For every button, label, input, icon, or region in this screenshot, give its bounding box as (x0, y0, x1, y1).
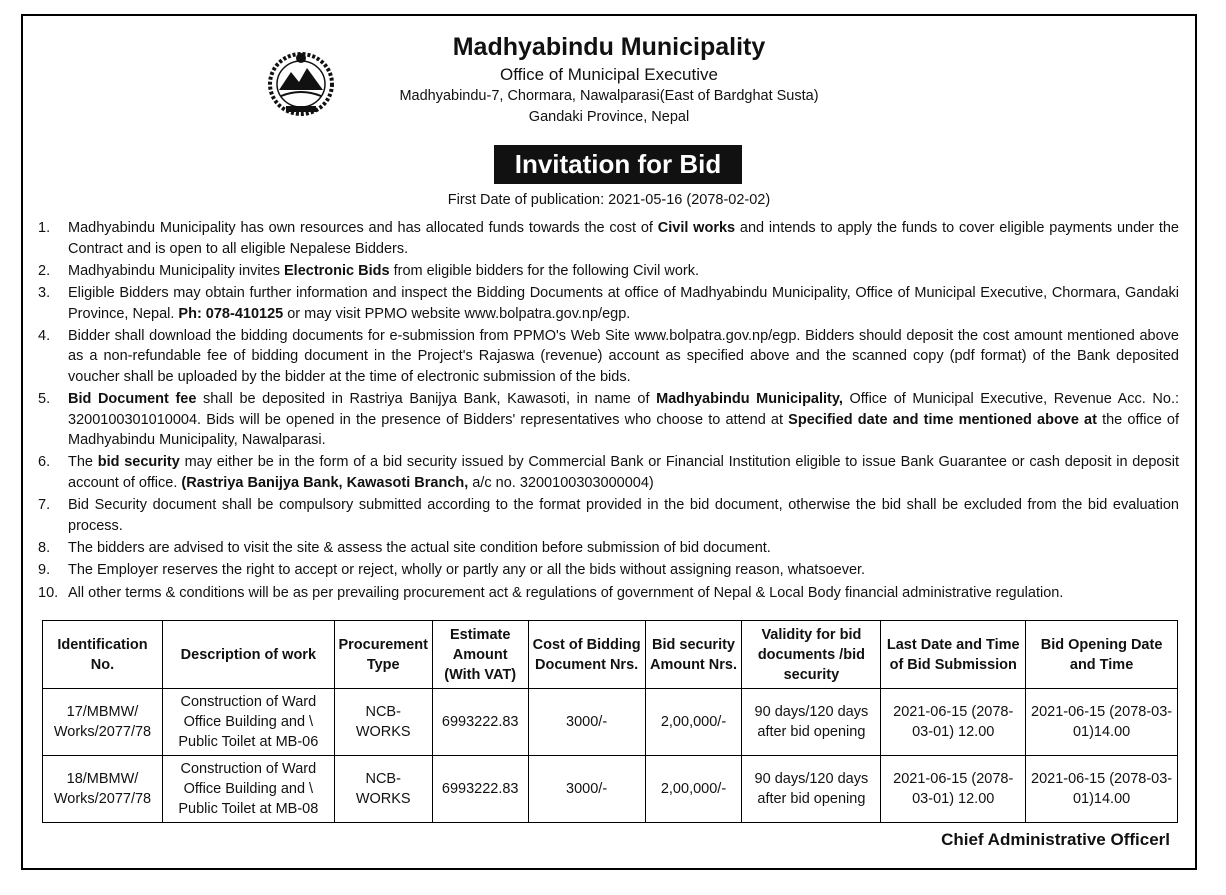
condition-text: The bidders are advised to visit the site & assess the actual site condition before submission of bid document. (68, 540, 771, 557)
notice-title: Invitation for Bid (494, 145, 742, 184)
condition-text: a/c no. 3200100303000004) (468, 474, 654, 491)
address-line-2: Gandaki Province, Nepal (528, 109, 690, 125)
condition-item (38, 283, 1179, 324)
header (23, 32, 1195, 128)
condition-number: 8. (38, 540, 51, 557)
condition-text: or may visit PPMO website www.bolpatra.gov.np/egp. (283, 305, 631, 322)
column-header: Cost of Bidding Document Nrs. (528, 621, 645, 689)
condition-item (38, 452, 1179, 493)
column-header: Procurement Type (334, 621, 432, 689)
column-header: Last Date and Time of Bid Submission (881, 621, 1026, 689)
condition-item (38, 389, 1179, 451)
condition-number: 9. (38, 562, 51, 579)
table-row (43, 756, 1178, 823)
condition-text: Bid Security document shall be compulsory submitted according to the format provided in the bid document, otherwise the bid shall be excluded from the bid evaluation process. (68, 497, 1179, 534)
column-header: Estimate Amount (With VAT) (432, 621, 528, 689)
column-header: Bid Opening Date and Time (1026, 621, 1178, 689)
condition-item (38, 218, 1179, 259)
condition-number: 5. (38, 391, 51, 408)
table-cell: 3000/- (528, 756, 645, 823)
condition-text-bold: Civil works (657, 220, 736, 236)
office-name: Office of Municipal Executive (500, 65, 718, 84)
table-cell: 2021-06-15 (2078-03-01) 12.00 (881, 756, 1026, 823)
table-cell: 3000/- (528, 689, 645, 756)
condition-number: 7. (38, 497, 51, 514)
condition-text: The (68, 454, 98, 471)
table-cell: 2021-06-15 (2078-03-01)14.00 (1026, 689, 1178, 756)
table-row (43, 689, 1178, 756)
column-header: Validity for bid documents /bid security (742, 621, 881, 689)
condition-number: 2. (38, 262, 51, 279)
condition-text-bold: Bid Document fee (68, 391, 197, 408)
table-header-row (43, 621, 1178, 689)
condition-text: the office of Madhyabindu Municipality, Nawalparasi. (68, 411, 1179, 449)
condition-text: All other terms & conditions will be as per prevailing procurement act & regulations of government of Nepal & Local Body financial administrative regulation. (68, 584, 1064, 601)
publication-date: First Date of publication: 2021-05-16 (2078-02-02) (447, 192, 771, 208)
condition-number: 4. (38, 327, 51, 344)
column-header: Bid security Amount Nrs. (645, 621, 742, 689)
condition-text: from eligible bidders for the following Civil work. (389, 262, 700, 279)
condition-number: 6. (38, 454, 51, 471)
table-cell: 2,00,000/- (645, 689, 742, 756)
conditions-list (38, 218, 1179, 605)
condition-text-bold: Electronic Bids (284, 262, 390, 279)
condition-text: and intends to apply the funds to cover eligible payments under the Contract and is open to all eligible Nepalese Bidders. (68, 220, 1179, 257)
table-cell: 2,00,000/- (645, 756, 742, 823)
condition-number: 1. (38, 220, 51, 236)
condition-text: Eligible Bidders may obtain further information and inspect the Bidding Documents at office of Madhyabindu Municipality, Office of Municipal Executive, Chormara, Gandaki Province, Nepal. (68, 285, 1179, 322)
condition-text-bold: (Rastriya Banijya Bank, Kawasoti Branch, (181, 474, 469, 491)
condition-item (38, 326, 1179, 388)
table-cell: Construction of Ward Office Building and \ Public Toilet at MB-06 (162, 689, 334, 756)
condition-text-bold: Specified date and time mentioned above at (788, 411, 1097, 428)
table-cell: 17/MBMW/ Works/2077/78 (43, 689, 163, 756)
condition-text: shall be deposited in Rastriya Banijya Bank, Kawasoti, in name of (196, 391, 657, 408)
condition-text: Bidder shall download the bidding documents for e-submission from PPMO's Web Site www.bolpatra.gov.np/egp. Bidders should deposit the cost amount mentioned above as a non-refundable fee of bidding document in the Project's Rajaswa (revenue) account as specified above and the scanned copy (pdf format) of the Bank deposited voucher shall be uploaded by the bidder at the time of electronic submission of the bids. (68, 327, 1179, 385)
condition-text-bold: bid security (97, 454, 180, 471)
condition-number: 10. (38, 584, 59, 601)
condition-text-bold: Madhyabindu Municipality, (656, 391, 843, 408)
municipality-name: Madhyabindu Municipality (452, 33, 766, 61)
table-cell: 2021-06-15 (2078-03-01)14.00 (1026, 756, 1178, 823)
table-cell: NCB- WORKS (334, 756, 432, 823)
condition-text: The Employer reserves the right to accept or reject, wholly or partly any or all the bids without assigning reason, whatsoever. (68, 562, 866, 579)
address-line-1: Madhyabindu-7, Chormara, Nawalparasi(East of Bardghat Susta) (399, 88, 819, 104)
condition-text: Madhyabindu Municipality invites (68, 262, 284, 279)
condition-text: may either be in the form of a bid security issued by Commercial Bank or Financial Institution eligible to issue Bank Guarantee or cash deposit in deposit account of office. (68, 454, 1179, 491)
condition-item (38, 583, 1179, 604)
condition-item (38, 261, 1179, 282)
table-cell: 6993222.83 (432, 689, 528, 756)
condition-item (38, 538, 1179, 559)
bid-table (42, 620, 1178, 823)
table-cell: 2021-06-15 (2078-03-01) 12.00 (881, 689, 1026, 756)
table-cell: 90 days/120 days after bid opening (742, 689, 881, 756)
condition-item (38, 495, 1179, 536)
column-header: Description of work (162, 621, 334, 689)
table-cell: 18/MBMW/ Works/2077/78 (43, 756, 163, 823)
notice-page (21, 14, 1197, 870)
condition-text: Madhyabindu Municipality has own resources and has allocated funds towards the cost of (68, 220, 658, 236)
condition-number: 3. (38, 285, 51, 302)
table-cell: NCB- WORKS (334, 689, 432, 756)
condition-text-bold: Ph: 078-410125 (178, 305, 284, 322)
table-cell: 6993222.83 (432, 756, 528, 823)
condition-text: Office of Municipal Executive, Revenue Acc. No.: 3200100301010004. Bids will be opened in the presence of Bidders' representatives who choose to attend at (68, 391, 1180, 428)
signature-title: Chief Administrative Officerl (941, 830, 1170, 849)
table-cell: Construction of Ward Office Building and \ Public Toilet at MB-08 (162, 756, 334, 823)
column-header: Identification No. (43, 621, 163, 689)
condition-item (38, 560, 1179, 581)
table-cell: 90 days/120 days after bid opening (742, 756, 881, 823)
